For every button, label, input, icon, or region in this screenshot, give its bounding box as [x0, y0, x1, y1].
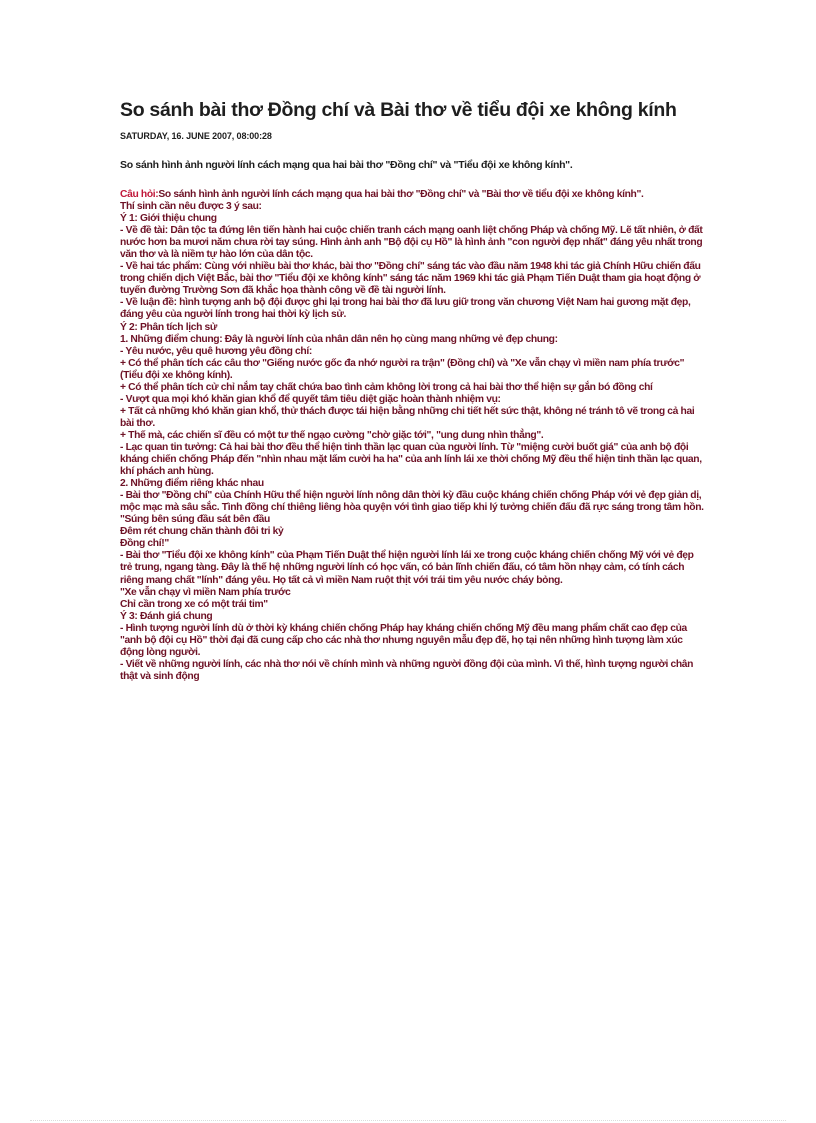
body-line: Đồng chí!" — [120, 538, 169, 550]
question-paragraph — [120, 189, 705, 201]
body-line: - Yêu nước, yêu quê hương yêu đồng chí: — [120, 345, 312, 357]
article-summary: So sánh hình ảnh người lính cách mạng qua hai bài thơ "Đồng chí" và "Tiểu đội xe không kính". — [120, 159, 573, 171]
body-line: - Lạc quan tin tưởng: Cả hai bài thơ đều thể hiện tinh thần lạc quan của người lính. Từ "miệng cười buốt giá" của anh bộ đội kháng chiến chống Pháp đến "nhìn nhau mặt lấm cười ha ha" của anh lính lái xe thời chống Mỹ đều thể hiện tinh thần lạc quan, khí phách anh hùng. — [120, 441, 702, 478]
body-line: Chỉ cần trong xe có một trái tim" — [120, 598, 268, 610]
body-line: - Bài thơ "Tiểu đội xe không kính" của Phạm Tiến Duật thể hiện người lính lái xe trong cuộc kháng chiến chống Mỹ với vẻ đẹp trẻ trung, ngang tàng. Đây là thế hệ những người lính có học vấn, có bản lĩnh chiến đấu, có tâm hồn nhạy cảm, có tính cách riêng mang chất "lính" đáng yêu. Họ tất cả vì miền Nam ruột thịt với trái tim yêu nước cháy bỏng. — [120, 550, 694, 586]
question-label: Câu hỏi: — [120, 189, 159, 200]
body-line: - Hình tượng người lính dù ở thời kỳ kháng chiến chống Pháp hay kháng chiến chống Mỹ đều mang phẩm chất cao đẹp của "anh bộ đội cụ Hồ" thời đại đã cung cấp cho các nhà thơ nhưng nguyên mẫu đẹp đẽ, họ tại nên những hình tượng làm xúc động lòng người. — [120, 622, 687, 658]
body-line: - Về luận đề: hình tượng anh bộ đội được ghi lại trong hai bài thơ đã lưu giữ trong văn chương Việt Nam hai gương mặt đẹp, đáng yêu của người lính trong hai thời kỳ lịch sử. — [120, 297, 691, 321]
body-line: - Bài thơ "Đồng chí" của Chính Hữu thể hiện người lính nông dân thời kỳ đầu cuộc kháng chiến chống Pháp với vẻ đẹp giản dị, mộc mạc mà sâu sắc. Tình đồng chí thiêng liêng hòa quyện với tình giao tiếp khi lý tưởng chiến đấu đã rực sáng trong tâm hồn. — [120, 490, 704, 514]
body-line: + Có thể phân tích cử chỉ nắm tay chất chứa bao tình cảm không lời trong cả hai bài thơ thể hiện sự gắn bó đồng chí — [120, 381, 653, 393]
question-text: So sánh hình ảnh người lính cách mạng qua hai bài thơ "Đồng chí" và "Bài thơ về tiểu đội xe không kính". — [158, 189, 644, 200]
article — [120, 98, 705, 683]
body-line: "Xe vẫn chạy vì miền Nam phía trước — [120, 586, 291, 598]
body-lines — [120, 201, 705, 683]
body-line: Ý 1: Giới thiệu chung — [120, 213, 217, 225]
article-title: So sánh bài thơ Đồng chí và Bài thơ về tiểu đội xe không kính — [120, 99, 677, 121]
body-line: + Tất cả những khó khăn gian khổ, thử thách được tái hiện bằng những chi tiết hết sức thật, không né tránh tô vẽ trong cả hai bài thơ. — [120, 405, 695, 429]
body-line: - Về đề tài: Dân tộc ta đứng lên tiến hành hai cuộc chiến tranh cách mạng oanh liệt chống Pháp và chống Mỹ. Lẽ tất nhiên, ở đất nước hơn ba mươi năm chưa rời tay súng. Hình ảnh anh "Bộ đội cụ Hồ" là hình ảnh "con người đẹp nhất" đáng yêu nhất trong văn thơ và là niềm tự hào lớn của dân tộc. — [120, 225, 703, 261]
article-date: SATURDAY, 16. JUNE 2007, 08:00:28 — [120, 131, 272, 141]
body-line: - Viết về những người lính, các nhà thơ nói về chính mình và những người đồng đội của mình. Vì thế, hình tượng người chân thật và sinh động — [120, 658, 694, 682]
body-line: Ý 3: Đánh giá chung — [120, 610, 213, 622]
body-line: Ý 2: Phân tích lịch sử — [120, 321, 218, 333]
body-line: + Có thể phân tích các câu thơ "Giếng nước gốc đa nhớ người ra trận" (Đồng chí) và "Xe vẫn chạy vì miền nam phía trước" (Tiểu đội xe không kính). — [120, 357, 685, 381]
body-line: Đêm rét chung chăn thành đôi tri kỷ — [120, 526, 284, 538]
article-body — [120, 189, 705, 683]
body-line: 2. Những điểm riêng khác nhau — [120, 478, 264, 490]
body-line: "Súng bên súng đầu sát bên đầu — [120, 514, 270, 526]
body-line: + Thế mà, các chiến sĩ đều có một tư thế ngạo cường "chờ giặc tới", "ung dung nhìn thẳng". — [120, 429, 544, 441]
body-line: - Về hai tác phẩm: Cùng với nhiều bài thơ khác, bài thơ "Đồng chí" sáng tác vào đầu năm 1948 khi tác giả Chính Hữu chiến đấu trong chiến dịch Việt Bắc, bài thơ "Tiểu đội xe không kính" sáng tác năm 1969 khi tác giả Phạm Tiến Duật tham gia hoạt động ở tuyến đường Trường Sơn đã khắc họa thành công về đề tài người lính. — [120, 261, 701, 297]
page-bottom-divider — [30, 1120, 786, 1121]
body-line: 1. Những điểm chung: Đây là người lính của nhân dân nên họ cùng mang những vẻ đẹp chung: — [120, 333, 558, 345]
body-line: Thí sinh cần nêu được 3 ý sau: — [120, 201, 262, 213]
body-line: - Vượt qua mọi khó khăn gian khổ để quyết tâm tiêu diệt giặc hoàn thành nhiệm vụ: — [120, 393, 501, 405]
